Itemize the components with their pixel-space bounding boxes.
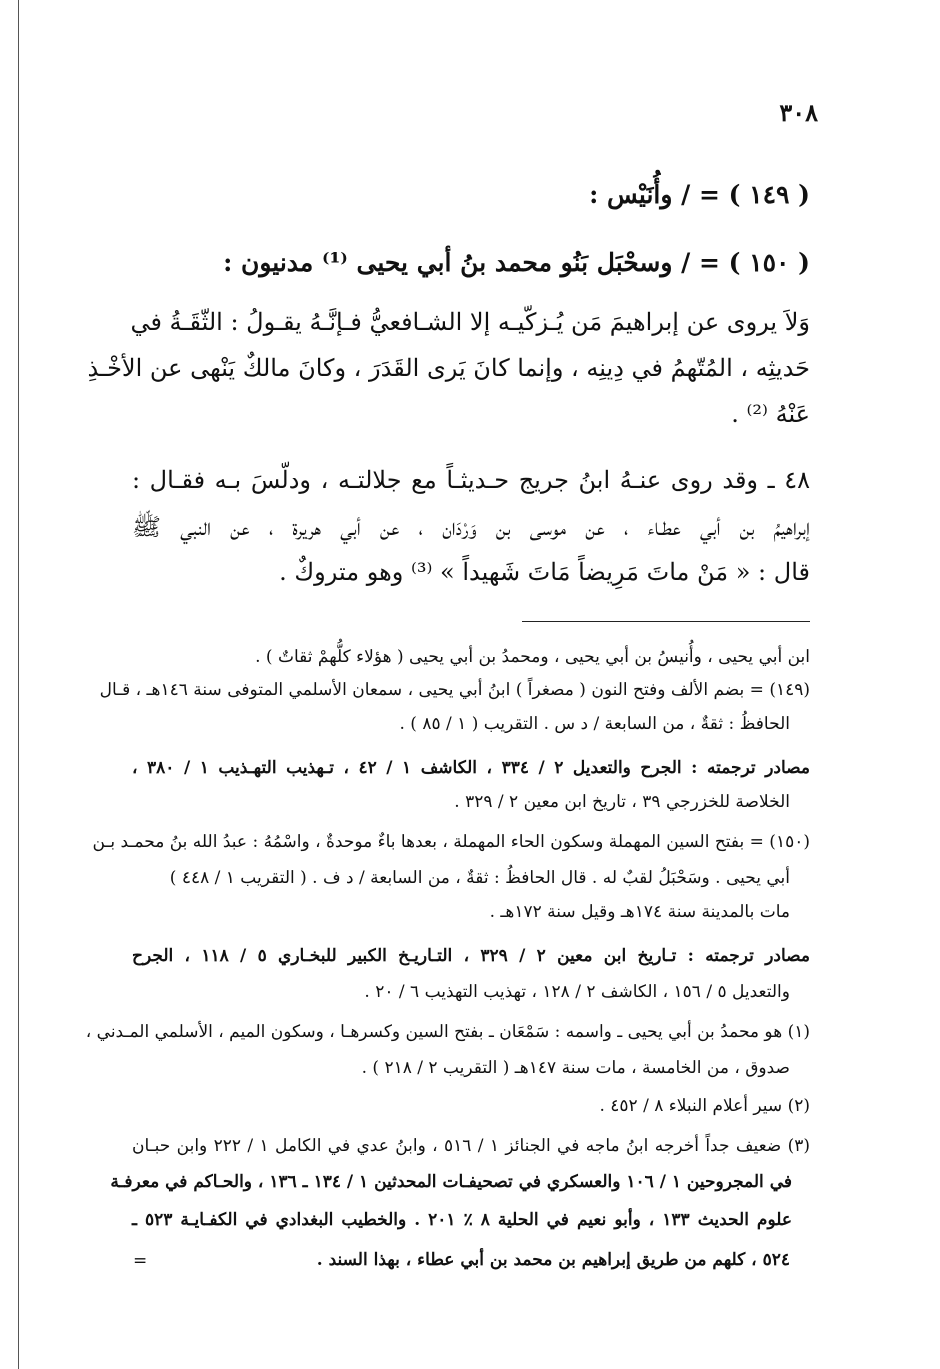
body-p2-line1: ٤٨ ـ وقد روى عنـهُ ابنُ جريج حـديثـاً مع جلالتـه ، ودلّسَ بـه فقـال :	[132, 466, 810, 494]
body-p2-line2: إبراهيمُ بن أبي عطـاء ، عن موسى بن وَرْدَان ، عن أبي هريرة ، عن النبي ﷺ	[132, 513, 810, 541]
body-p2-line3: قال : « مَنْ ماتَ مَرِيضاً مَاتَ شَهيداً » ⁽³⁾ وهو متروكٌ .	[279, 558, 810, 586]
page-edge-line	[18, 0, 19, 1369]
page-number: ٣٠٨	[779, 98, 818, 127]
footnote-3-line4: ٥٢٤ ، كلهم من طريق إبراهيم بن محمد بن أبي عطاء ، بهذا السند .	[316, 1250, 790, 1270]
footnote-150-sources-line2: والتعديل ٥ / ١٥٦ ، الكاشف ٢ / ١٢٨ ، تهذيب التهذيب ٦ / ٢٠ .	[364, 982, 790, 1002]
body-p1-line1: وَلاَ يروى عن إبراهيمَ مَن يُـزكّيـه إلا الشـافعيُّ فـإنَّـهُ يقـولُ : الثّقَـةُ في	[130, 308, 810, 336]
continuation-mark: =	[133, 1251, 148, 1271]
footnote-1-line1: (١) هو محمدُ بن أبي يحيى ـ واسمه : سَمْعَان ـ بفتح السين وكسرهـا ، وسكون الميم ، الأسلمي المـدني ،	[85, 1022, 810, 1042]
footnote-149-line1: (١٤٩) = بضم الألف وفتح النون ( مصغراً ) ابنُ أبي يحيى ، سمعان الأسلمي المتوفى سنة ١٤٦هـ ، قـال	[99, 680, 810, 700]
footnote-150-sources-line1: مصادر ترجمته : تـاريخ ابن معين ٢ / ٣٢٩ ، التـاريـخ الكبير للبخـاري ٥ / ١١٨ ، الجرح	[132, 946, 811, 966]
footnote-1-line2: صدوق ، من الخامسة ، مات سنة ١٤٧هـ ( التقريب ٢ / ٢١٨ ) .	[361, 1058, 790, 1078]
footnote-separator	[522, 621, 810, 622]
footnote-150-line2: أبي يحيى . وسَحْبَلُ لقبٌ له . قال الحافظُ : ثقةٌ ، من السابعة / د ف . ( التقريب ١ / ٤٤٨ )	[169, 868, 790, 888]
entry-heading-150: ( ١٥٠ ) = / وسحْبَل بَنُو محمد بنُ أبي يحيى ⁽¹⁾ مدنيون :	[223, 248, 810, 277]
footnote-149-sources-line2: الخلاصة للخزرجي ٣٩ ، تاريخ ابن معين ٢ / ٣٢٩ .	[454, 792, 790, 812]
body-p1-line2: حَديثِه ، المُتّهمُ في دِينِه ، وإنما كانَ يَرى القَدَرَ ، وكانَ مالكٌ يَنْهى عن الأخْـذِ	[87, 354, 810, 382]
footnote-3-line3: علوم الحديث ١٣٣ ، وأبو نعيم في الحلية ٨ ٪ ٢٠١ . والخطيب البغدادي في الكفـايـة ٥٢٣ ـ	[132, 1210, 793, 1230]
footnote-150-line1: (١٥٠) = بفتح السين المهملة وسكون الحاء المهملة ، بعدها باءٌ موحدةٌ ، واسْمُهُ : عبدُ الله بنُ محمـد بـن	[92, 832, 810, 852]
footnote-149-sources-line1: مصادر ترجمته : الجرح والتعديل ٢ / ٣٣٤ ، الكاشف ١ / ٤٢ ، تـهذيب التهـذيب ١ / ٣٨٠ ،	[132, 758, 810, 778]
footnote-150-line3: مات بالمدينة سنة ١٧٤هـ وقيل سنة ١٧٢هـ .	[489, 902, 790, 922]
footnote-149-line2: الحافظُ : ثقةٌ ، من السابعة / د س . التقريب ( ١ / ٨٥ ) .	[399, 714, 790, 734]
body-p1-line3: عَنْهُ ⁽²⁾ .	[731, 400, 810, 428]
footnote-3-line2: في المجروحين ١ / ١٠٦ والعسكري في تصحيفـات المحدثين ١ / ١٣٤ ـ ١٣٦ ، والحـاكم في معرفـة	[110, 1172, 792, 1192]
footnote-3-line1: (٣) ضعيف جداً أخرجه ابنُ ماجه في الجنائز ١ / ٥١٦ ، وابنُ عدي في الكامل ١ / ٢٢٢ وابن حبـان	[132, 1136, 810, 1156]
footnote-2: (٢) سير أعلام النبلاء ٨ / ٤٥٢ .	[599, 1096, 810, 1116]
entry-heading-149: ( ١٤٩ ) = / وأُنَيْس :	[589, 180, 810, 209]
footnote-continuation: ابن أبي يحيى ، وأُنيسُ بن أبي يحيى ، ومحمدُ بن أبي يحيى ( هؤلاء كلُّهمْ ثقاتٌ ) .	[255, 647, 810, 667]
